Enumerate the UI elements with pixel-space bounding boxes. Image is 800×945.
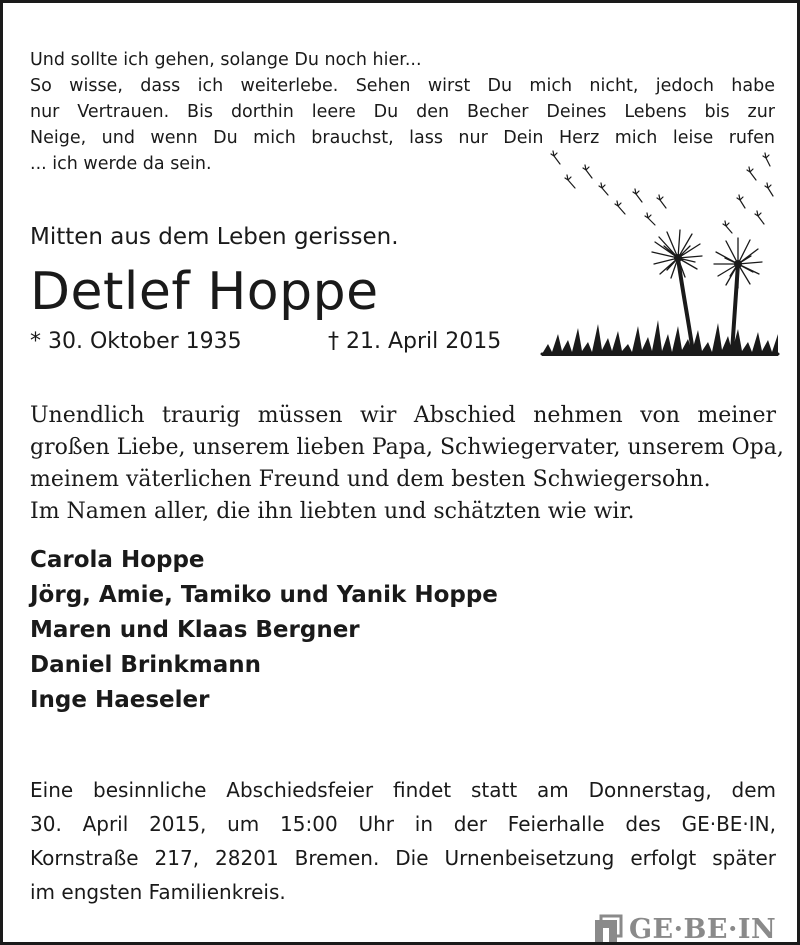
deceased-name: Detlef Hoppe	[30, 262, 379, 322]
ceremony-text	[30, 773, 776, 909]
ceremony-line: 30. April 2015, um 15:00 Uhr in der Feierhalle des GE·BE·IN,	[30, 812, 776, 836]
ceremony-line: im engsten Familienkreis.	[30, 880, 286, 904]
mourning-line: großen Liebe, unserem lieben Papa, Schwiegervater, unserem Opa,	[30, 435, 784, 460]
gebein-mark-icon	[593, 914, 623, 944]
family-member: Daniel Brinkmann	[30, 652, 262, 678]
family-member: Carola Hoppe	[30, 547, 205, 573]
gebein-logo	[593, 914, 776, 944]
dandelion-icon	[540, 148, 780, 358]
poem-line: So wisse, dass ich weiterlebe. Sehen wirst Du mich nicht, jedoch habe	[30, 76, 775, 96]
poem-line: nur Vertrauen. Bis dorthin leere Du den Becher Deines Lebens bis zur	[30, 102, 775, 122]
life-dates	[30, 329, 502, 354]
death-date: † 21. April 2015	[328, 329, 502, 354]
poem-line: ... ich werde da sein.	[30, 154, 212, 174]
birth-date: * 30. Oktober 1935	[30, 329, 242, 354]
mourning-text	[30, 400, 784, 528]
intro-line: Mitten aus dem Leben gerissen.	[30, 224, 399, 250]
family-member: Jörg, Amie, Tamiko und Yanik Hoppe	[30, 582, 498, 608]
family-member: Maren und Klaas Bergner	[30, 617, 360, 643]
mourning-line: Unendlich traurig müssen wir Abschied nehmen von meiner	[30, 403, 776, 428]
poem-line: Und sollte ich gehen, solange Du noch hier...	[30, 50, 422, 70]
poem-line: Neige, und wenn Du mich brauchst, lass nur Dein Herz mich leise rufen	[30, 128, 775, 148]
mourning-line: meinem väterlichen Freund und dem besten Schwiegersohn.	[30, 467, 711, 492]
logo-text: GE·BE·IN	[629, 913, 777, 945]
family-list	[30, 543, 498, 718]
family-member: Inge Haeseler	[30, 687, 210, 713]
mourning-line: Im Namen aller, die ihn liebten und schätzten wie wir.	[30, 499, 635, 524]
ceremony-line: Kornstraße 217, 28201 Bremen. Die Urnenbeisetzung erfolgt später	[30, 846, 776, 870]
ceremony-line: Eine besinnliche Abschiedsfeier findet statt am Donnerstag, dem	[30, 778, 776, 802]
